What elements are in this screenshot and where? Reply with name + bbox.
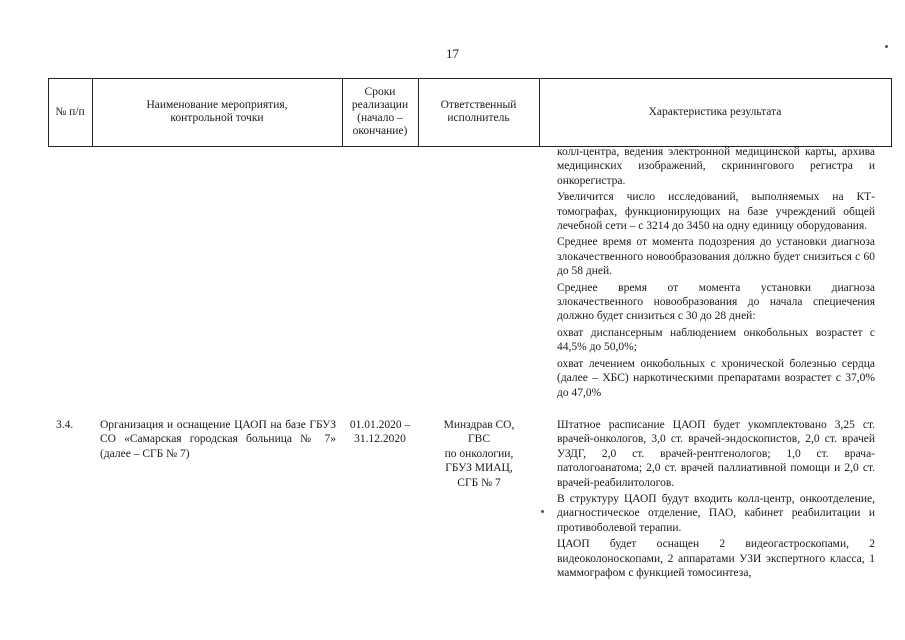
row-executor: Минздрав СО, ГВС по онкологии, ГБУЗ МИАЦ, СГБ № 7 — [443, 419, 515, 489]
row-number: 3.4. — [56, 419, 74, 431]
page-number: 17 — [446, 46, 459, 61]
result-paragraph: охват диспансерным наблюдением онкобольных возрастет с 44,5% до 50,0%; — [557, 326, 875, 354]
result-paragraph: Среднее время от момента установки диагноза злокачественного новообразования до начала специечения должно будет снизиться с 30 до 28 дней: — [557, 281, 875, 323]
header-col-dates: Сроки реализации (начало – окончание) — [351, 86, 409, 137]
result-paragraph: В структуру ЦАОП будут входить колл-центр, онкоотделение, диагностическое отделение, ПАО, кабинет реабилитации и противоболевой терапии. — [557, 493, 875, 534]
result-paragraph: Увеличится число исследований, выполняемых на КТ-томографах, функционирующих на базе учреждений общей лечебной сети – с 3214 до 3450 на одну единицу оборудования. — [557, 191, 875, 233]
scan-speck — [885, 45, 888, 48]
result-paragraph: колл-центра, ведения электронной медицинской карты, архива медицинских изображений, скринингового регистра и онкорегистра. — [557, 146, 875, 187]
row-dates: 01.01.2020 – 31.12.2020 — [349, 419, 411, 446]
header-col-result: Характеристика результата — [648, 105, 782, 118]
continuation-result-cell — [557, 145, 875, 402]
scan-speck — [541, 510, 544, 513]
result-paragraph: охват лечением онкобольных с хронической болезнью сердца (далее – ХБС) наркотическими препаратами возрастет с 37,0% до 47,0% — [557, 357, 875, 399]
table-border-right — [891, 78, 892, 147]
row-result-cell — [557, 418, 875, 582]
header-col-number: № п/п — [55, 105, 85, 118]
result-paragraph: Штатное расписание ЦАОП будет укомплектовано 3,25 ст. врачей-онкологов, 3,0 ст. врачей-эндоскопистов, 2,0 ст. врачей УЗДГ, 2,0 ст. врачей-рентгенологов; 1,0 ст. врача-патологоанатома; 2,0 ст. врачей паллиативной помощи и 2,0 ст. врачей-реабилитологов. — [557, 419, 875, 489]
row-activity-name: Организация и оснащение ЦАОП на базе ГБУЗ СО «Самарская городская больница № 7» (далее – СГБ № 7) — [100, 419, 336, 460]
header-col-name: Наименование мероприятия, контрольной точки — [146, 99, 288, 124]
result-paragraph: ЦАОП будет оснащен 2 видеогастроскопами, 2 видеоколоноскопами, 2 аппаратами УЗИ экспертного класса, 1 маммографом с функцией томосинтеза, — [557, 538, 875, 580]
header-col-executor: Ответственный исполнитель — [440, 99, 517, 124]
result-paragraph: Среднее время от момента подозрения до установки диагноза злокачественного новообразования должно будет снизиться с 60 до 58 дней. — [557, 236, 875, 278]
